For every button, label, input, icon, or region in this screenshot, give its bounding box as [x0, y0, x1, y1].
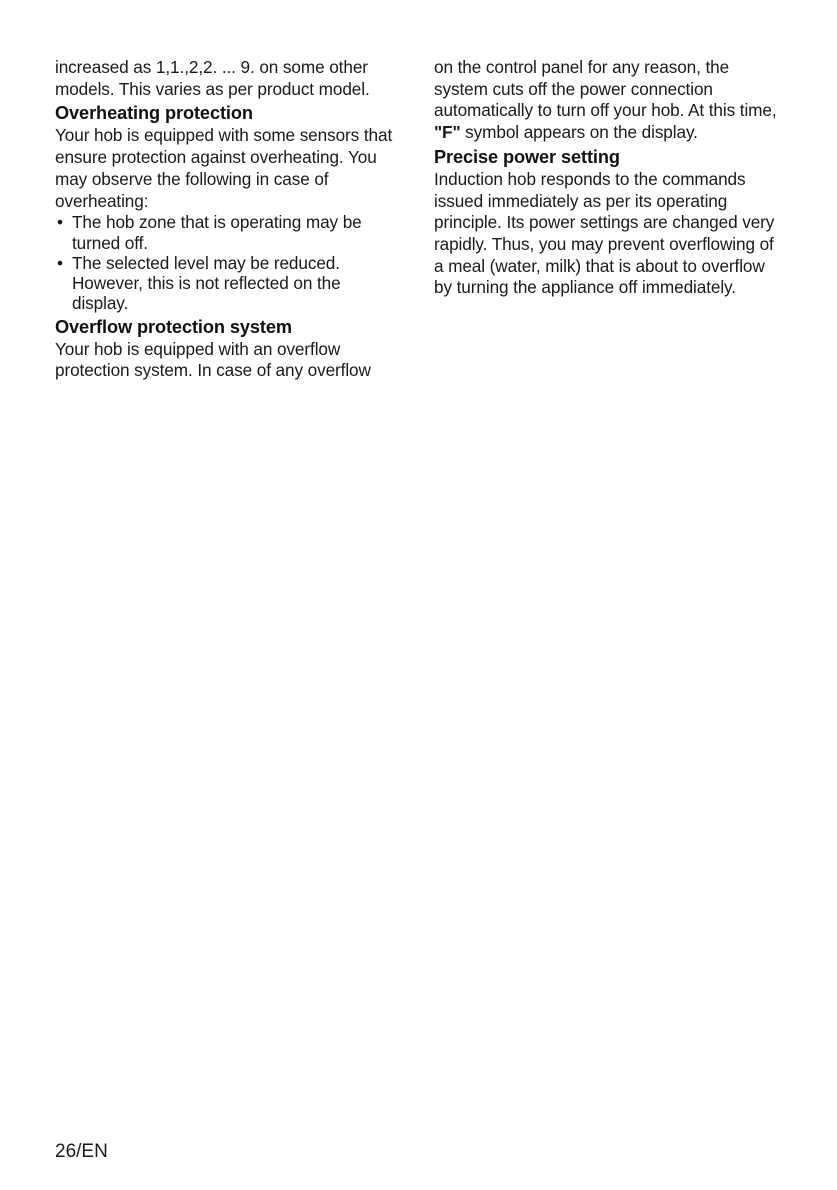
- intro-paragraph: increased as 1,1.,2,2. ... 9. on some other models. This varies as per product model.: [55, 57, 370, 99]
- list-item: [55, 212, 401, 253]
- overflow-protection-heading: Overflow protection system: [55, 316, 292, 337]
- list-item-text: The selected level may be reduced. However, this is not reflected on the display.: [72, 252, 341, 314]
- overheating-protection-heading: Overheating protection: [55, 103, 253, 124]
- overheating-protection-paragraph: Your hob is equipped with some sensors that ensure protection against overheating. You may observe the following in case of overheating:: [55, 125, 393, 211]
- f-symbol: "F": [434, 122, 461, 143]
- list-item: [55, 253, 401, 314]
- right-column: [434, 57, 782, 299]
- list-item-text: The hob zone that is operating may be turned off.: [72, 212, 362, 253]
- bullet-icon: •: [57, 252, 63, 273]
- overflow-continued-paragraph: [434, 57, 782, 144]
- overflow-continued-end: symbol appears on the display.: [460, 122, 698, 143]
- precise-power-paragraph: Induction hob responds to the commands issued immediately as per its operating principle. Its power settings are changed very rapidly. Thus, you may prevent overflowing of a meal (water, milk) that is about to overflow by turning the appliance off immediately.: [434, 168, 775, 298]
- precise-power-heading: Precise power setting: [434, 146, 620, 167]
- bullet-icon: •: [57, 212, 63, 233]
- left-column: [55, 57, 401, 382]
- overflow-protection-paragraph: Your hob is equipped with an overflow protection system. In case of any overflow: [55, 338, 371, 381]
- overflow-continued-text: on the control panel for any reason, the system cuts off the power connection automatically to turn off your hob. At this time,: [434, 57, 777, 121]
- page-number: 26/EN: [55, 1141, 108, 1162]
- overheating-bullet-list: [55, 212, 401, 313]
